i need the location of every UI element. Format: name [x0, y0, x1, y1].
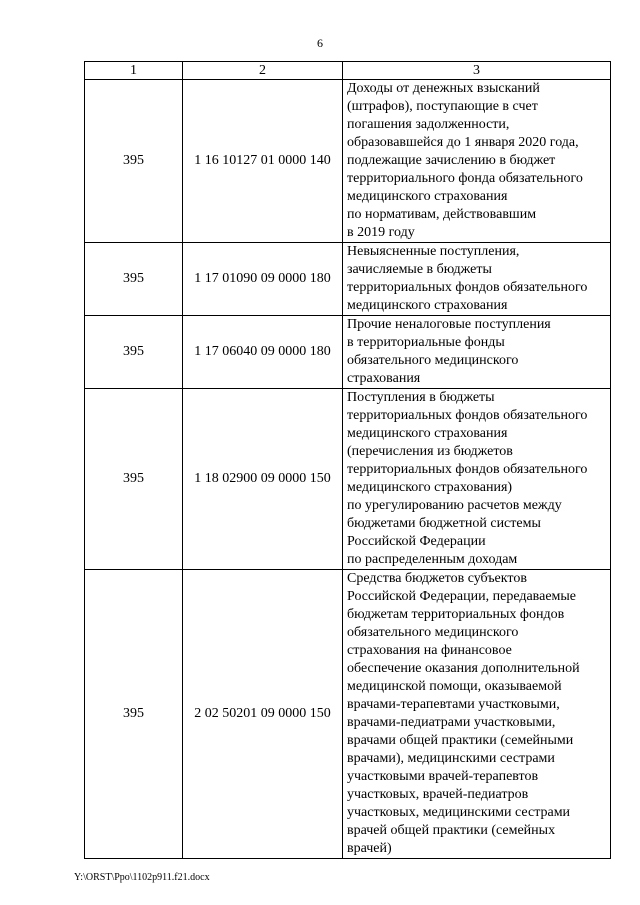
header-col-2: 2	[183, 62, 343, 80]
table-header-row	[85, 62, 611, 80]
admin-code-cell: 395	[85, 243, 183, 316]
description-line: Поступления в бюджеты	[347, 390, 495, 405]
description-line: медицинского страхования	[347, 189, 508, 204]
description-line: страхования на финансовое	[347, 643, 512, 658]
description-line: Прочие неналоговые поступления	[347, 317, 551, 332]
description-line: погашения задолженности,	[347, 117, 510, 132]
description-line: медицинского страхования)	[347, 480, 513, 495]
description-line: медицинского страхования	[347, 298, 508, 313]
page-number: 6	[317, 36, 323, 50]
description-line: образовавшейся до 1 января 2020 года,	[347, 135, 579, 150]
description-line: врачей)	[347, 841, 392, 856]
admin-code-cell: 395	[85, 570, 183, 859]
description-line: Российской Федерации, передаваемые	[347, 589, 577, 604]
description-line: медицинской помощи, оказываемой	[347, 679, 562, 694]
description-line: врачами), медицинскими сестрами	[347, 751, 555, 766]
description-line: территориального фонда обязательного	[347, 171, 583, 186]
description-cell	[343, 80, 611, 243]
description-line: обеспечение оказания дополнительной	[347, 661, 580, 676]
description-line: страхования	[347, 371, 421, 386]
description-line: Невыясненные поступления,	[347, 244, 520, 259]
description-line: по распределенным доходам	[347, 552, 518, 567]
description-line: Российской Федерации	[347, 534, 486, 549]
description-line: участковых, медицинскими сестрами	[347, 805, 571, 820]
description-line: Средства бюджетов субъектов	[347, 571, 527, 586]
description-line: в территориальные фонды	[347, 335, 505, 350]
budget-code-cell: 2 02 50201 09 0000 150	[183, 570, 343, 859]
description-line: зачисляемые в бюджеты	[347, 262, 492, 277]
table-row	[85, 316, 611, 389]
description-line: врачами-терапевтами участковыми,	[347, 697, 560, 712]
table-row	[85, 389, 611, 570]
description-line: врачами общей практики (семейными	[347, 733, 574, 748]
description-line: врачами-педиатрами участковыми,	[347, 715, 556, 730]
description-cell	[343, 243, 611, 316]
admin-code-cell: 395	[85, 389, 183, 570]
admin-code-cell: 395	[85, 80, 183, 243]
description-line: бюджетам территориальных фондов	[347, 607, 565, 622]
description-line: территориальных фондов обязательного	[347, 462, 588, 477]
description-line: по урегулированию расчетов между	[347, 498, 562, 513]
budget-code-cell: 1 17 01090 09 0000 180	[183, 243, 343, 316]
budget-code-cell: 1 18 02900 09 0000 150	[183, 389, 343, 570]
table-row	[85, 243, 611, 316]
description-cell	[343, 316, 611, 389]
admin-code-cell: 395	[85, 316, 183, 389]
description-line: территориальных фондов обязательного	[347, 408, 588, 423]
description-line: территориальных фондов обязательного	[347, 280, 588, 295]
description-line: участковыми врачей-терапевтов	[347, 769, 539, 784]
description-line: по нормативам, действовавшим	[347, 207, 537, 222]
header-col-3: 3	[343, 62, 611, 80]
description-line: бюджетами бюджетной системы	[347, 516, 541, 531]
description-line: обязательного медицинского	[347, 353, 519, 368]
classification-table	[84, 61, 611, 859]
description-line: участковых, врачей-педиатров	[347, 787, 529, 802]
description-line: (перечисления из бюджетов	[347, 444, 513, 459]
description-line: Доходы от денежных взысканий	[347, 81, 540, 96]
description-line: (штрафов), поступающие в счет	[347, 99, 538, 114]
description-line: подлежащие зачислению в бюджет	[347, 153, 556, 168]
file-path-footer: Y:\ORST\Ppo\1102p911.f21.docx	[74, 872, 210, 883]
description-line: медицинского страхования	[347, 426, 508, 441]
budget-code-cell: 1 16 10127 01 0000 140	[183, 80, 343, 243]
table-row	[85, 570, 611, 859]
header-col-1: 1	[85, 62, 183, 80]
description-cell	[343, 389, 611, 570]
description-line: обязательного медицинского	[347, 625, 519, 640]
description-line: врачей общей практики (семейных	[347, 823, 556, 838]
description-cell	[343, 570, 611, 859]
description-line: в 2019 году	[347, 225, 415, 240]
budget-code-cell: 1 17 06040 09 0000 180	[183, 316, 343, 389]
table-row	[85, 80, 611, 243]
